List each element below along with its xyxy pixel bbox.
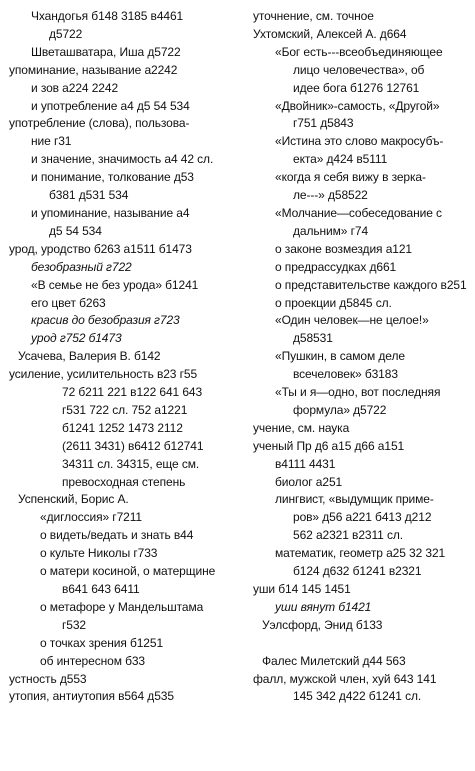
index-line: и употребление а4 д5 54 534 [31, 98, 190, 113]
index-line: «Двойник»-самость, «Другой» [275, 98, 440, 113]
index-line: и значение, значимость а4 42 сл. [31, 152, 214, 167]
index-line: уши вянут б1421 [275, 599, 372, 614]
index-line: б124 д632 б1241 в2321 [293, 564, 422, 579]
index-line: в641 643 6411 [62, 582, 140, 596]
index-line: уши б14 145 1451 [253, 582, 351, 596]
index-line: усиление, усилительность в23 г55 [9, 367, 198, 382]
index-line: ле---» д58522 [293, 188, 368, 203]
index-line: «когда я себя вижу в зерка- [275, 170, 426, 185]
index-line: безобразный г722 [31, 259, 132, 274]
index-line: в4111 4431 [275, 456, 336, 471]
index-line: «Бог есть---всеобъединяющее [275, 44, 443, 59]
index-line: устность д553 [9, 671, 87, 686]
index-line [253, 635, 471, 653]
index-column-right [253, 8, 471, 706]
index-line: «Истина это слово макросубъ- [275, 134, 444, 149]
index-line: урод г752 б1473 [31, 331, 122, 346]
index-line: и понимание, толкование д53 [31, 170, 194, 185]
index-line: «Пушкин, в самом деле [275, 349, 405, 364]
index-line: екта» д424 в5111 [293, 152, 388, 167]
index-line: упоминание, называние а2242 [9, 62, 178, 77]
index-line: 34311 сл. 34315, еще см. [62, 456, 200, 471]
index-line: о культе Николы г733 [40, 546, 158, 561]
index-line: о точках зрения б1251 [40, 635, 164, 650]
index-line: утопия, антиутопия в564 д535 [9, 689, 174, 704]
index-line: идее бога б1276 12761 [293, 80, 420, 95]
index-line: лингвист, «выдумщик приме- [275, 492, 434, 507]
index-line: ров» д56 а221 б413 д212 [293, 510, 432, 525]
index-line: превосходная степень [62, 474, 186, 489]
index-line: д5722 [49, 26, 83, 41]
index-line: 145 342 д422 б1241 сл. [293, 689, 422, 704]
index-line: 562 а2321 в2311 сл. [293, 528, 404, 543]
index-line: Ухтомский, Алексей А. д664 [253, 26, 407, 41]
index-line: «В семье не без урода» б1241 [31, 277, 199, 292]
index-line: о представительстве каждого в251 [275, 277, 467, 292]
index-line: д58531 [293, 331, 333, 346]
index-line: «диглоссия» г7211 [40, 510, 142, 525]
index-line: (2611 3431) в6412 б12741 [62, 438, 204, 453]
index-line: Уэлсфорд, Энид б133 [262, 617, 383, 632]
index-line: биолог а251 [275, 474, 343, 489]
index-line: б381 д531 534 [49, 188, 129, 203]
index-line: о метафоре у Мандельштама [40, 599, 204, 614]
index-line: ученый Пр д6 а15 д66 а151 [253, 438, 405, 453]
index-line: «Один человек—не целое!» [275, 313, 429, 328]
index-line: 72 б211 221 в122 641 643 [62, 385, 203, 400]
index-line: о матери косиной, о матерщине [40, 564, 216, 579]
index-line: урод, уродство б263 а1511 б1473 [9, 241, 192, 256]
index-line: г751 д5843 [293, 116, 354, 131]
index-column-left [9, 8, 247, 706]
index-line: «Ты и я—одно, вот последняя [275, 385, 441, 400]
index-line: фалл, мужской член, хуй 643 141 [253, 671, 437, 686]
index-line: красив до безобразия г723 [31, 313, 180, 328]
index-line: о предрассудках д661 [275, 259, 397, 274]
index-line: и зов а224 2242 [31, 80, 119, 95]
index-line: математик, геометр а25 32 321 [275, 546, 446, 561]
index-line: Фалес Милетский д44 563 [262, 653, 406, 668]
index-line: г532 [62, 617, 86, 632]
index-line: учение, см. наука [253, 420, 350, 435]
index-line: о проекции д5845 сл. [275, 295, 392, 310]
index-line: об интересном б33 [40, 653, 145, 668]
index-line: формула» д5722 [293, 402, 387, 417]
index-line: Шветашватара, Иша д5722 [31, 44, 181, 59]
index-line: и упоминание, называние а4 [31, 205, 190, 220]
index-line: г531 722 сл. 752 а1221 [62, 402, 188, 417]
index-line: ние г31 [31, 134, 72, 149]
index-line: «Молчание—собеседование с [275, 205, 442, 220]
index-line: Усачева, Валерия В. б142 [18, 349, 161, 364]
index-line: лицо человечества», об [293, 62, 425, 77]
index-line: д5 54 534 [49, 223, 102, 238]
index-line: о видеть/ведать и знать в44 [40, 528, 194, 543]
index-line: всечеловек» б3183 [293, 367, 398, 382]
index-line: употребление (слова), пользова- [9, 116, 190, 131]
index-line: о законе возмездия а121 [275, 241, 412, 256]
index-line: уточнение, см. точное [253, 9, 374, 23]
index-line: Чхандогья б148 3185 в4461 [31, 9, 184, 23]
index-line: его цвет б263 [31, 295, 106, 310]
index-line: б1241 1252 1473 2112 [62, 420, 183, 435]
index-line: дальним» г74 [293, 223, 369, 238]
index-line: Успенский, Борис А. [18, 492, 129, 507]
